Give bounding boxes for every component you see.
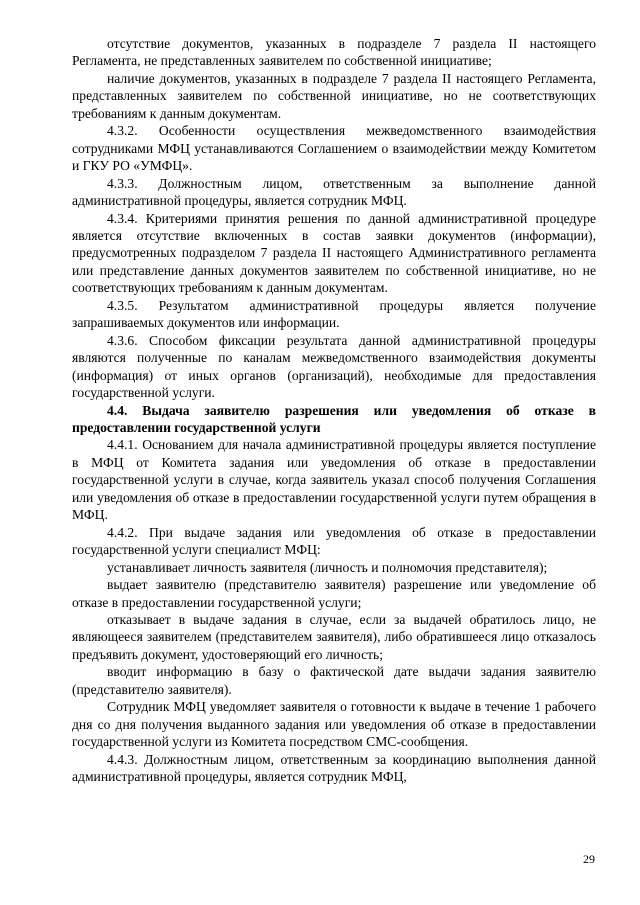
paragraph: выдает заявителю (представителю заявителя) разрешение или уведомление об отказе в предоставлении государственной услуги; [72,577,596,610]
paragraph: 4.3.2. Особенности осуществления межведомственного взаимодействия сотрудниками МФЦ устанавливаются Соглашением о взаимодействии между Комитетом и ГКУ РО «УМФЦ». [72,123,596,174]
paragraph: устанавливает личность заявителя (личность и полномочия представителя); [107,559,548,575]
paragraph: 4.4.3. Должностным лицом, ответственным за координацию выполнения данной административной процедуры, является сотрудник МФЦ, [72,751,596,785]
paragraph: вводит информацию в базу о фактической дате выдачи задания заявителю (представителю заявителя). [72,664,596,697]
paragraph: Сотрудник МФЦ уведомляет заявителя о готовности к выдаче в течение 1 рабочего дня со дня получения выданного задания или уведомления об отказе в предоставлении государственной услуги из Комитета посредством СМС-сообщения. [72,699,596,750]
paragraph: 4.3.5. Результатом административной процедуры является получение запрашиваемых документов или информации. [72,297,596,331]
document-body [72,35,596,785]
paragraph: отказывает в выдаче задания в случае, если за выдачей обратилось лицо, не являющееся заявителем (представителем заявителя), либо обратившееся лицо отказалось предъявить документ, удостоверяющий его личность; [72,611,596,662]
paragraph: наличие документов, указанных в подразделе 7 раздела II настоящего Регламента, представленных заявителем по собственной инициативе, но не соответствующих требованиям к данным документам. [72,70,596,121]
section-heading: 4.4. Выдача заявителю разрешения или уведомления об отказе в предоставлении государственной услуги [72,402,596,435]
page-number: 29 [583,852,595,866]
paragraph: 4.3.3. Должностным лицом, ответственным за выполнение данной административной процедуры, является сотрудник МФЦ. [72,175,596,209]
paragraph: 4.3.6. Способом фиксации результата данной административной процедуры являются полученные по каналам межведомственного взаимодействия документы (информация) от иных органов (организаций), необходимые для предоставления государственной услуги. [72,332,596,401]
paragraph: 4.4.2. При выдаче задания или уведомления об отказе в предоставлении государственной услуги специалист МФЦ: [72,524,596,558]
paragraph: отсутствие документов, указанных в подразделе 7 раздела II настоящего Регламента, не представленных заявителем по собственной инициативе; [72,36,596,69]
paragraph: 4.3.4. Критериями принятия решения по данной административной процедуре является отсутствие включенных в состав заявки документов (информации), предусмотренных подразделом 7 раздела II настоящего Административного регламента или представление данных документов заявителем по собственной инициативе, но не соответствующих требованиям к данным документам. [72,210,596,296]
paragraph: 4.4.1. Основанием для начала административной процедуры является поступление в МФЦ от Комитета задания или уведомления об отказе в предоставлении государственной услуги в случае, когда заявитель указал способ получения Соглашения или уведомления об отказе в предоставлении государственной услуги путем обращения в МФЦ. [72,437,596,523]
